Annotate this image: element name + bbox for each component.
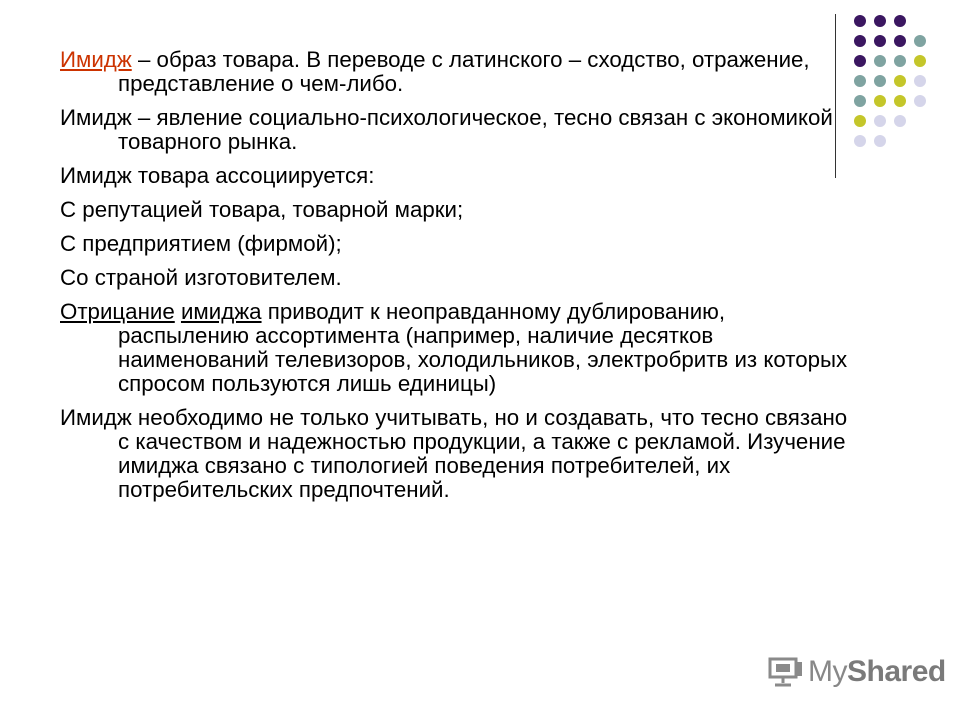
decorative-dot	[854, 15, 866, 27]
presentation-board-icon	[768, 656, 804, 688]
logo-wordmark	[808, 655, 946, 689]
decorative-dot	[874, 35, 886, 47]
slide-body	[60, 48, 850, 512]
paragraph-text: – образ товара. В переводе с латинского – сходство, отражение, представление о чем-либо.	[118, 47, 810, 96]
paragraph-image-creation: Имидж необходимо не только учитывать, но и создавать, что тесно связано с качеством и надежностью продукции, а также с рекламой. Изучение имиджа связано с типологией поведения потребителей, их потребительских предпочтений.	[60, 405, 848, 502]
underlined-word-image: имиджа	[180, 299, 262, 324]
decorative-dot	[854, 135, 866, 147]
decorative-dot	[894, 15, 906, 27]
decorative-dot	[854, 35, 866, 47]
logo-text-shared: Shared	[847, 655, 946, 688]
decorative-dot	[874, 15, 886, 27]
decorative-dot	[914, 35, 926, 47]
myshared-logo	[768, 655, 946, 689]
decorative-dot	[854, 55, 866, 67]
decorative-dot	[854, 95, 866, 107]
decorative-dot	[874, 75, 886, 87]
decorative-dot	[894, 55, 906, 67]
decorative-dot	[914, 95, 926, 107]
decorative-dot	[894, 115, 906, 127]
decorative-dot	[894, 95, 906, 107]
decorative-dot	[894, 35, 906, 47]
paragraph-associations-heading: Имидж товара ассоциируется:	[60, 163, 375, 188]
decorative-dot	[874, 55, 886, 67]
paragraph-image-definition	[60, 48, 850, 96]
paragraph-social-phenomenon: Имидж – явление социально-психологическое, тесно связан с экономикой товарного рынка.	[60, 105, 833, 154]
paragraph-association-reputation: С репутацией товара, товарной марки;	[60, 197, 464, 222]
decorative-dot	[874, 135, 886, 147]
paragraph-text: приводит к неоправданному дублированию, распылению ассортимента (например, наличие десятков наименований телевизоров, холодильников, электробритв из которых спросом пользуются лишь единицы)	[118, 299, 848, 396]
paragraph-image-denial	[60, 300, 850, 396]
paragraph-association-country: Со страной изготовителем.	[60, 265, 342, 290]
decorative-dot	[914, 55, 926, 67]
decorative-dot	[854, 75, 866, 87]
decorative-dot	[914, 75, 926, 87]
term-link-imidzh[interactable]: Имидж	[60, 47, 132, 72]
underlined-word-denial: Отрицание	[60, 299, 175, 324]
decorative-dot	[874, 115, 886, 127]
decorative-dot	[874, 95, 886, 107]
decorative-dot	[854, 115, 866, 127]
decorative-dot-grid	[854, 15, 950, 155]
logo-text-my: My	[808, 655, 847, 688]
paragraph-association-company: С предприятием (фирмой);	[60, 231, 342, 256]
decorative-dot	[894, 75, 906, 87]
